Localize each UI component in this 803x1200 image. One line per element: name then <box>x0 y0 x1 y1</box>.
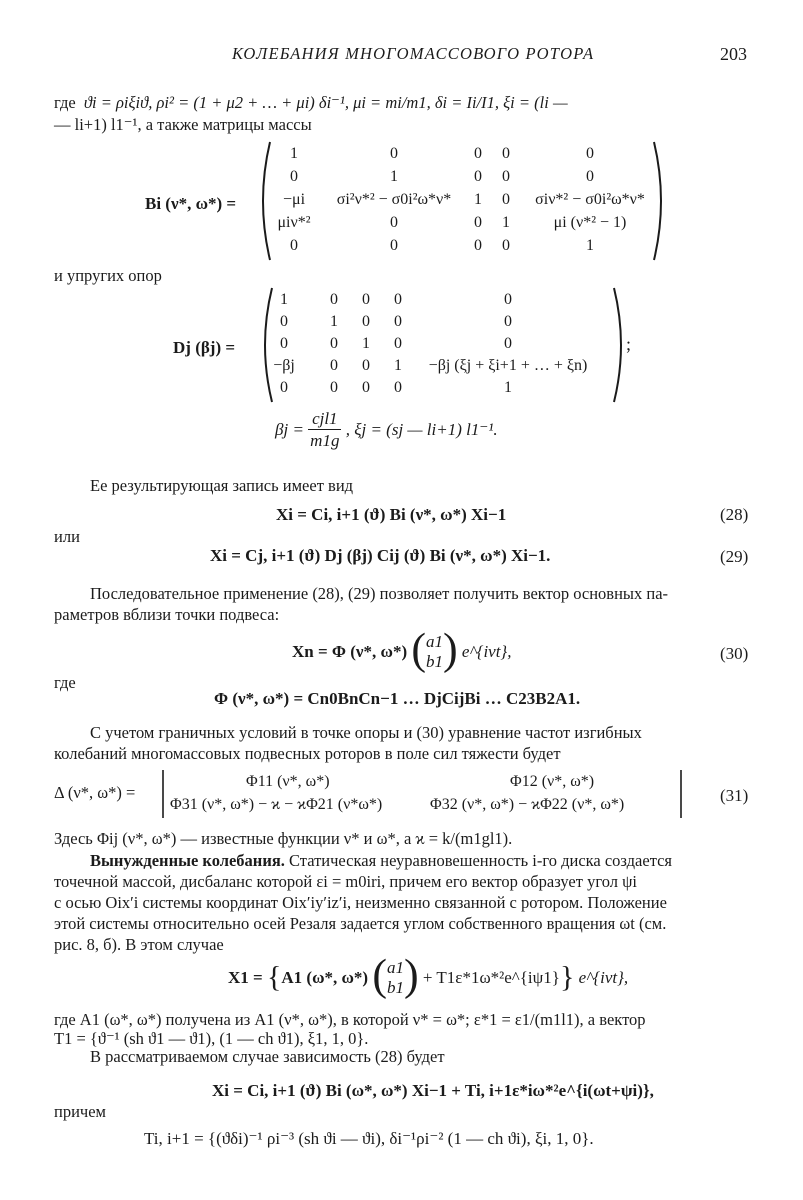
page-number: 203 <box>720 44 747 64</box>
matrix-d-cell-2-2: 1 <box>330 313 338 330</box>
x1-equation <box>228 950 629 1000</box>
matrix-d <box>258 286 630 404</box>
matrix-d-cell-2-4: 0 <box>394 313 402 330</box>
matrix-b-cell-5-2: 0 <box>390 237 398 254</box>
matrix-d-cell-3-4: 0 <box>394 335 402 352</box>
matrix-d-semicolon: ; <box>626 334 632 354</box>
matrix-d-cell-4-1: −βj <box>273 357 295 374</box>
para-boundary-1: С учетом граничных условий в точке опоры и (30) уравнение частот изгибных <box>90 723 642 742</box>
final-equation: Xi = Ci, i+1 (ϑ) Bi (ω*, ω*) Xi−1 + Ti, i+1ε*iω*²e^{i(ωt+ψi)}, <box>212 1081 654 1100</box>
chapter-title: КОЛЕБАНИЯ МНОГОМАССОВОГО РОТОРА <box>232 44 595 63</box>
beta-numerator: cjl1 <box>308 408 341 430</box>
matrix-b-cell-5-5: 1 <box>586 237 594 254</box>
matrix-d-cell-5-2: 0 <box>330 379 338 396</box>
x1-lparen: ( <box>372 950 387 1000</box>
matrix-b-cell-1-2: 0 <box>390 145 398 162</box>
matrix-d-cell-4-2: 0 <box>330 357 338 374</box>
matrix-b-cell-4-3: 0 <box>474 214 482 231</box>
equation-28-number: (28) <box>720 505 749 524</box>
where-word-2: где <box>54 673 76 692</box>
forced-title: Вынужденные колебания. <box>90 851 285 870</box>
matrix-b-cell-2-5: 0 <box>586 168 594 185</box>
matrix-d-cell-4-5: −βj (ξj + ξi+1 + … + ξn) <box>428 357 588 374</box>
eq30-lparen: ( <box>411 624 427 674</box>
eq30-b: b1 <box>426 651 444 671</box>
forced-text-1: Статическая неуравновешенность i-го диска создается <box>289 851 673 870</box>
equation-30 <box>292 624 512 674</box>
delta-lhs: Δ (ν*, ω*) = <box>54 783 136 802</box>
and-supports-line: и упругих опор <box>54 266 162 285</box>
det-cell-12: Φ12 (ν*, ω*) <box>510 773 595 790</box>
matrix-b-cell-4-2: 0 <box>390 214 398 231</box>
matrix-d-cell-1-5: 0 <box>504 291 512 308</box>
forced-line-1 <box>90 851 672 872</box>
case-line: В рассматриваемом случае зависимость (28) будет <box>90 1047 445 1066</box>
matrix-b-cell-3-3: 1 <box>474 191 482 208</box>
matrix-d-cell-4-3: 0 <box>362 357 370 374</box>
matrix-b-cell-3-5: σiν*² − σ0i²ω*ν* <box>535 191 645 208</box>
matrix-d-cell-5-1: 0 <box>280 379 288 396</box>
or-word: или <box>54 527 80 546</box>
matrix-b-cell-1-4: 0 <box>502 145 510 162</box>
matrix-b-cell-3-1: −μi <box>282 191 306 208</box>
intro-definitions: ϑi = ρiξiϑ, ρi² = (1 + μ2 + … + μi) δi⁻¹, μi = mi/m1, δi = Ii/I1, ξi = (li — <box>83 93 568 112</box>
beta-fraction <box>308 408 341 452</box>
x1-lbrace: { <box>266 960 282 994</box>
para-sequential-2: раметров вблизи точки подвеса: <box>54 605 280 624</box>
matrix-d-cell-1-1: 1 <box>280 291 288 308</box>
x1-rparen: ) <box>403 950 419 1000</box>
determinant <box>160 768 684 820</box>
matrix-b-cell-4-4: 1 <box>502 214 510 231</box>
x1-mid: A1 (ω*, ω*) <box>281 967 369 987</box>
matrix-b-cell-2-1: 0 <box>290 168 298 185</box>
eq30-right: e^{iνt}, <box>461 641 512 661</box>
matrix-d-parens <box>258 286 630 404</box>
x1-exp: e^{iνt}, <box>578 967 629 987</box>
matrix-d-cell-3-2: 0 <box>330 335 338 352</box>
det-cell-22: Φ32 (ν*, ω*) − ϰΦ22 (ν*, ω*) <box>430 796 625 813</box>
eq30-left: Xn = Φ (ν*, ω*) <box>292 641 408 661</box>
running-header <box>0 44 803 68</box>
x1-tail: + T1ε*1ω*²e^{iψ1} <box>422 967 560 987</box>
matrix-d-cell-5-5: 1 <box>504 379 512 396</box>
matrix-d-cell-2-1: 0 <box>280 313 288 330</box>
moreover-word: причем <box>54 1102 106 1121</box>
matrix-d-cell-5-4: 0 <box>394 379 402 396</box>
xi-definition: , ξj = (sj — li+1) l1⁻¹. <box>345 420 498 440</box>
intro-line-2: — li+1) l1⁻¹, а также матрицы массы <box>54 115 312 134</box>
matrix-b-cell-2-4: 0 <box>502 168 510 185</box>
det-cell-21: Φ31 (ν*, ω*) − ϰ − ϰΦ21 (ν*ω*) <box>170 796 383 813</box>
intro-line-1 <box>54 93 568 114</box>
matrix-d-cell-1-4: 0 <box>394 291 402 308</box>
matrix-b-cell-3-4: 0 <box>502 191 510 208</box>
matrix-d-cell-3-3: 1 <box>362 335 370 352</box>
matrix-b-cell-2-2: 1 <box>390 168 398 185</box>
matrix-b-cell-4-1: μiν*² <box>277 214 311 231</box>
x1-b: b1 <box>386 977 404 997</box>
beta-definition <box>275 408 498 452</box>
matrix-d-cell-3-5: 0 <box>504 335 512 352</box>
matrix-d-cell-3-1: 0 <box>280 335 288 352</box>
matrix-b-cell-5-1: 0 <box>290 237 298 254</box>
equation-29: Xi = Cj, i+1 (ϑ) Dj (βj) Cij (ϑ) Bi (ν*, ω*) Xi−1. <box>210 546 551 565</box>
matrix-d-cell-4-4: 1 <box>394 357 402 374</box>
matrix-b <box>256 140 668 262</box>
equation-31-number: (31) <box>720 786 749 805</box>
equation-29-number: (29) <box>720 547 749 566</box>
forced-line-4: этой системы относительно осей Резаля задается углом собственного вращения ωt (см. <box>54 914 667 933</box>
matrix-b-cell-5-4: 0 <box>502 237 510 254</box>
beta-denominator: m1g <box>310 431 340 451</box>
after-x1-line-1: где A1 (ω*, ω*) получена из A1 (ν*, ω*), в которой ν* = ω*; ε*1 = ε1/(m1l1), а вектор <box>54 1010 646 1029</box>
beta-lhs: βj = <box>275 420 304 440</box>
x1-rbrace: } <box>559 960 575 994</box>
eq30-a: a1 <box>426 632 444 651</box>
matrix-b-cell-1-5: 0 <box>586 145 594 162</box>
matrix-d-cell-2-5: 0 <box>504 313 512 330</box>
after-x1-line-2: T1 = {ϑ⁻¹ (sh ϑ1 — ϑ1), (1 — ch ϑ1), ξ1, 1, 0}. <box>54 1029 369 1048</box>
para-sequential-1: Последовательное применение (28), (29) позволяет получить вектор основных па- <box>90 584 669 603</box>
eq30-rparen: ) <box>443 624 458 674</box>
forced-line-3: с осью Oix′i системы координат Oix′iy′iz′i, неизменно связанной с ротором. Положение <box>54 893 667 912</box>
forced-line-2: точечной массой, дисбаланс которой εi = m0iri, причем его вектор образует угол ψi <box>54 872 637 891</box>
t-definition: Ti, i+1 = {(ϑδi)⁻¹ ρi⁻³ (sh ϑi — ϑi), δi⁻¹ρi⁻² (1 — ch ϑi), ξi, 1, 0}. <box>144 1129 594 1148</box>
matrix-b-label: Bi (ν*, ω*) = <box>145 194 237 213</box>
matrix-b-cell-1-1: 1 <box>290 145 298 162</box>
equation-30-number: (30) <box>720 644 749 663</box>
matrix-b-cell-5-3: 0 <box>474 237 482 254</box>
forced-line-5: рис. 8, б). В этом случае <box>54 935 224 954</box>
phi-definition: Φ (ν*, ω*) = Cn0BnCn−1 … DjCijBi … C23B2A1. <box>214 689 581 708</box>
matrix-b-cell-3-2: σi²ν*² − σ0i²ω*ν* <box>336 191 452 208</box>
x1-a: a1 <box>386 958 404 977</box>
result-intro: Ее результирующая запись имеет вид <box>90 476 354 495</box>
eq30-vector <box>426 632 443 671</box>
matrix-d-cell-1-2: 0 <box>330 291 338 308</box>
here-line: Здесь Φij (ν*, ω*) — известные функции ν* и ω*, а ϰ = k/(m1gl1). <box>54 829 513 848</box>
equation-28: Xi = Ci, i+1 (ϑ) Bi (ν*, ω*) Xi−1 <box>276 505 507 524</box>
matrix-b-cell-2-3: 0 <box>474 168 482 185</box>
x1-vector <box>387 958 404 997</box>
matrix-d-label: Dj (βj) = <box>173 338 236 357</box>
x1-lhs: X1 = <box>228 967 263 987</box>
matrix-b-cell-1-3: 0 <box>474 145 482 162</box>
matrix-d-cell-2-3: 0 <box>362 313 370 330</box>
matrix-d-cell-5-3: 0 <box>362 379 370 396</box>
where-word: где <box>54 93 76 112</box>
matrix-b-cell-4-5: μi (ν*² − 1) <box>553 214 627 231</box>
matrix-d-cell-1-3: 0 <box>362 291 370 308</box>
det-cell-11: Φ11 (ν*, ω*) <box>246 773 330 790</box>
para-boundary-2: колебаний многомассовых подвесных роторов в поле сил тяжести будет <box>54 744 561 763</box>
